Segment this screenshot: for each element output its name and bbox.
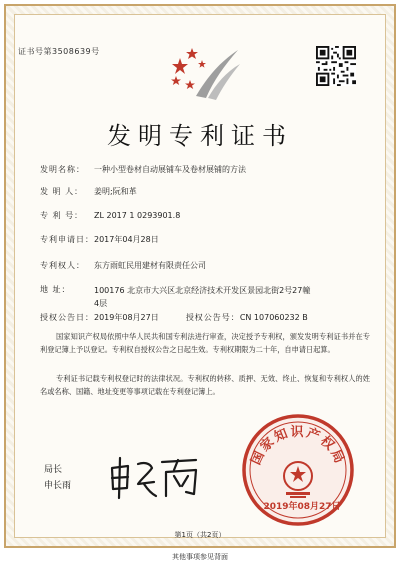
handwritten-signature	[104, 454, 204, 500]
director-title-label: 局长	[44, 465, 63, 475]
address-value: 100176 北京市大兴区北京经济技术开发区景园北街2号27幢4层	[94, 286, 311, 308]
qr-code-icon	[316, 46, 356, 86]
svg-text:国家知识产权局: 国家知识产权局	[248, 425, 348, 468]
invention-name-value: 一种小型卷材自动展铺车及卷材展铺的方法	[94, 165, 246, 174]
patentee-row	[40, 260, 206, 271]
invention-name-label: 发明名称：	[40, 165, 85, 174]
inventor-label: 发 明 人：	[40, 187, 84, 196]
notice-paragraph-1: 国家知识产权局依照中华人民共和国专利法进行审查，决定授予专利权，颁发发明专利证书并在专利登记簿上予以登记。专利权自授权公告之日起生效。专利权期限为二十年，自申请日起算。	[40, 332, 370, 354]
inventor-value: 姜明;阮和革	[94, 187, 137, 196]
notice-paragraph-2: 专利证书记载专利权登记时的法律状况。专利权的转移、质押、无效、终止、恢复和专利权人的姓名或名称、国籍、地址变更等事项记载在专利登记簿上。	[40, 374, 370, 396]
patentee-value: 东方雨虹民用建材有限责任公司	[94, 261, 206, 270]
filing-date-row	[40, 234, 159, 245]
filing-date-value: 2017年04月28日	[94, 235, 159, 244]
grant-number-label: 授权公告号：	[185, 313, 240, 322]
patent-number-label: 专 利 号：	[40, 211, 84, 220]
page-title: 发明专利证书	[107, 122, 293, 150]
seal-date: 2019年08月27日	[263, 502, 341, 512]
grant-date-value: 2019年08月27日	[94, 313, 159, 322]
address-label: 地 址：	[40, 285, 71, 294]
patent-number-value: ZL 2017 1 0293901.8	[94, 211, 181, 220]
invention-name-row	[40, 164, 246, 175]
patentee-label: 专利权人：	[40, 261, 85, 270]
inventor-row	[40, 186, 137, 197]
footer-note: 其他事项参见背面	[172, 553, 228, 561]
grant-date-label: 授权公告日：	[40, 313, 94, 322]
page-number: 第1页（共2页）	[174, 531, 226, 539]
certificate-number: 证书号第3508639号	[18, 47, 100, 56]
patent-number-row	[40, 210, 180, 221]
grant-date-row	[40, 312, 308, 323]
address-row	[40, 284, 314, 310]
filing-date-label: 专利申请日：	[40, 235, 94, 244]
director-name-label: 申长雨	[44, 481, 72, 491]
grant-number-value: CN 107060232 B	[239, 313, 308, 322]
patent-office-emblem-icon	[150, 36, 250, 106]
